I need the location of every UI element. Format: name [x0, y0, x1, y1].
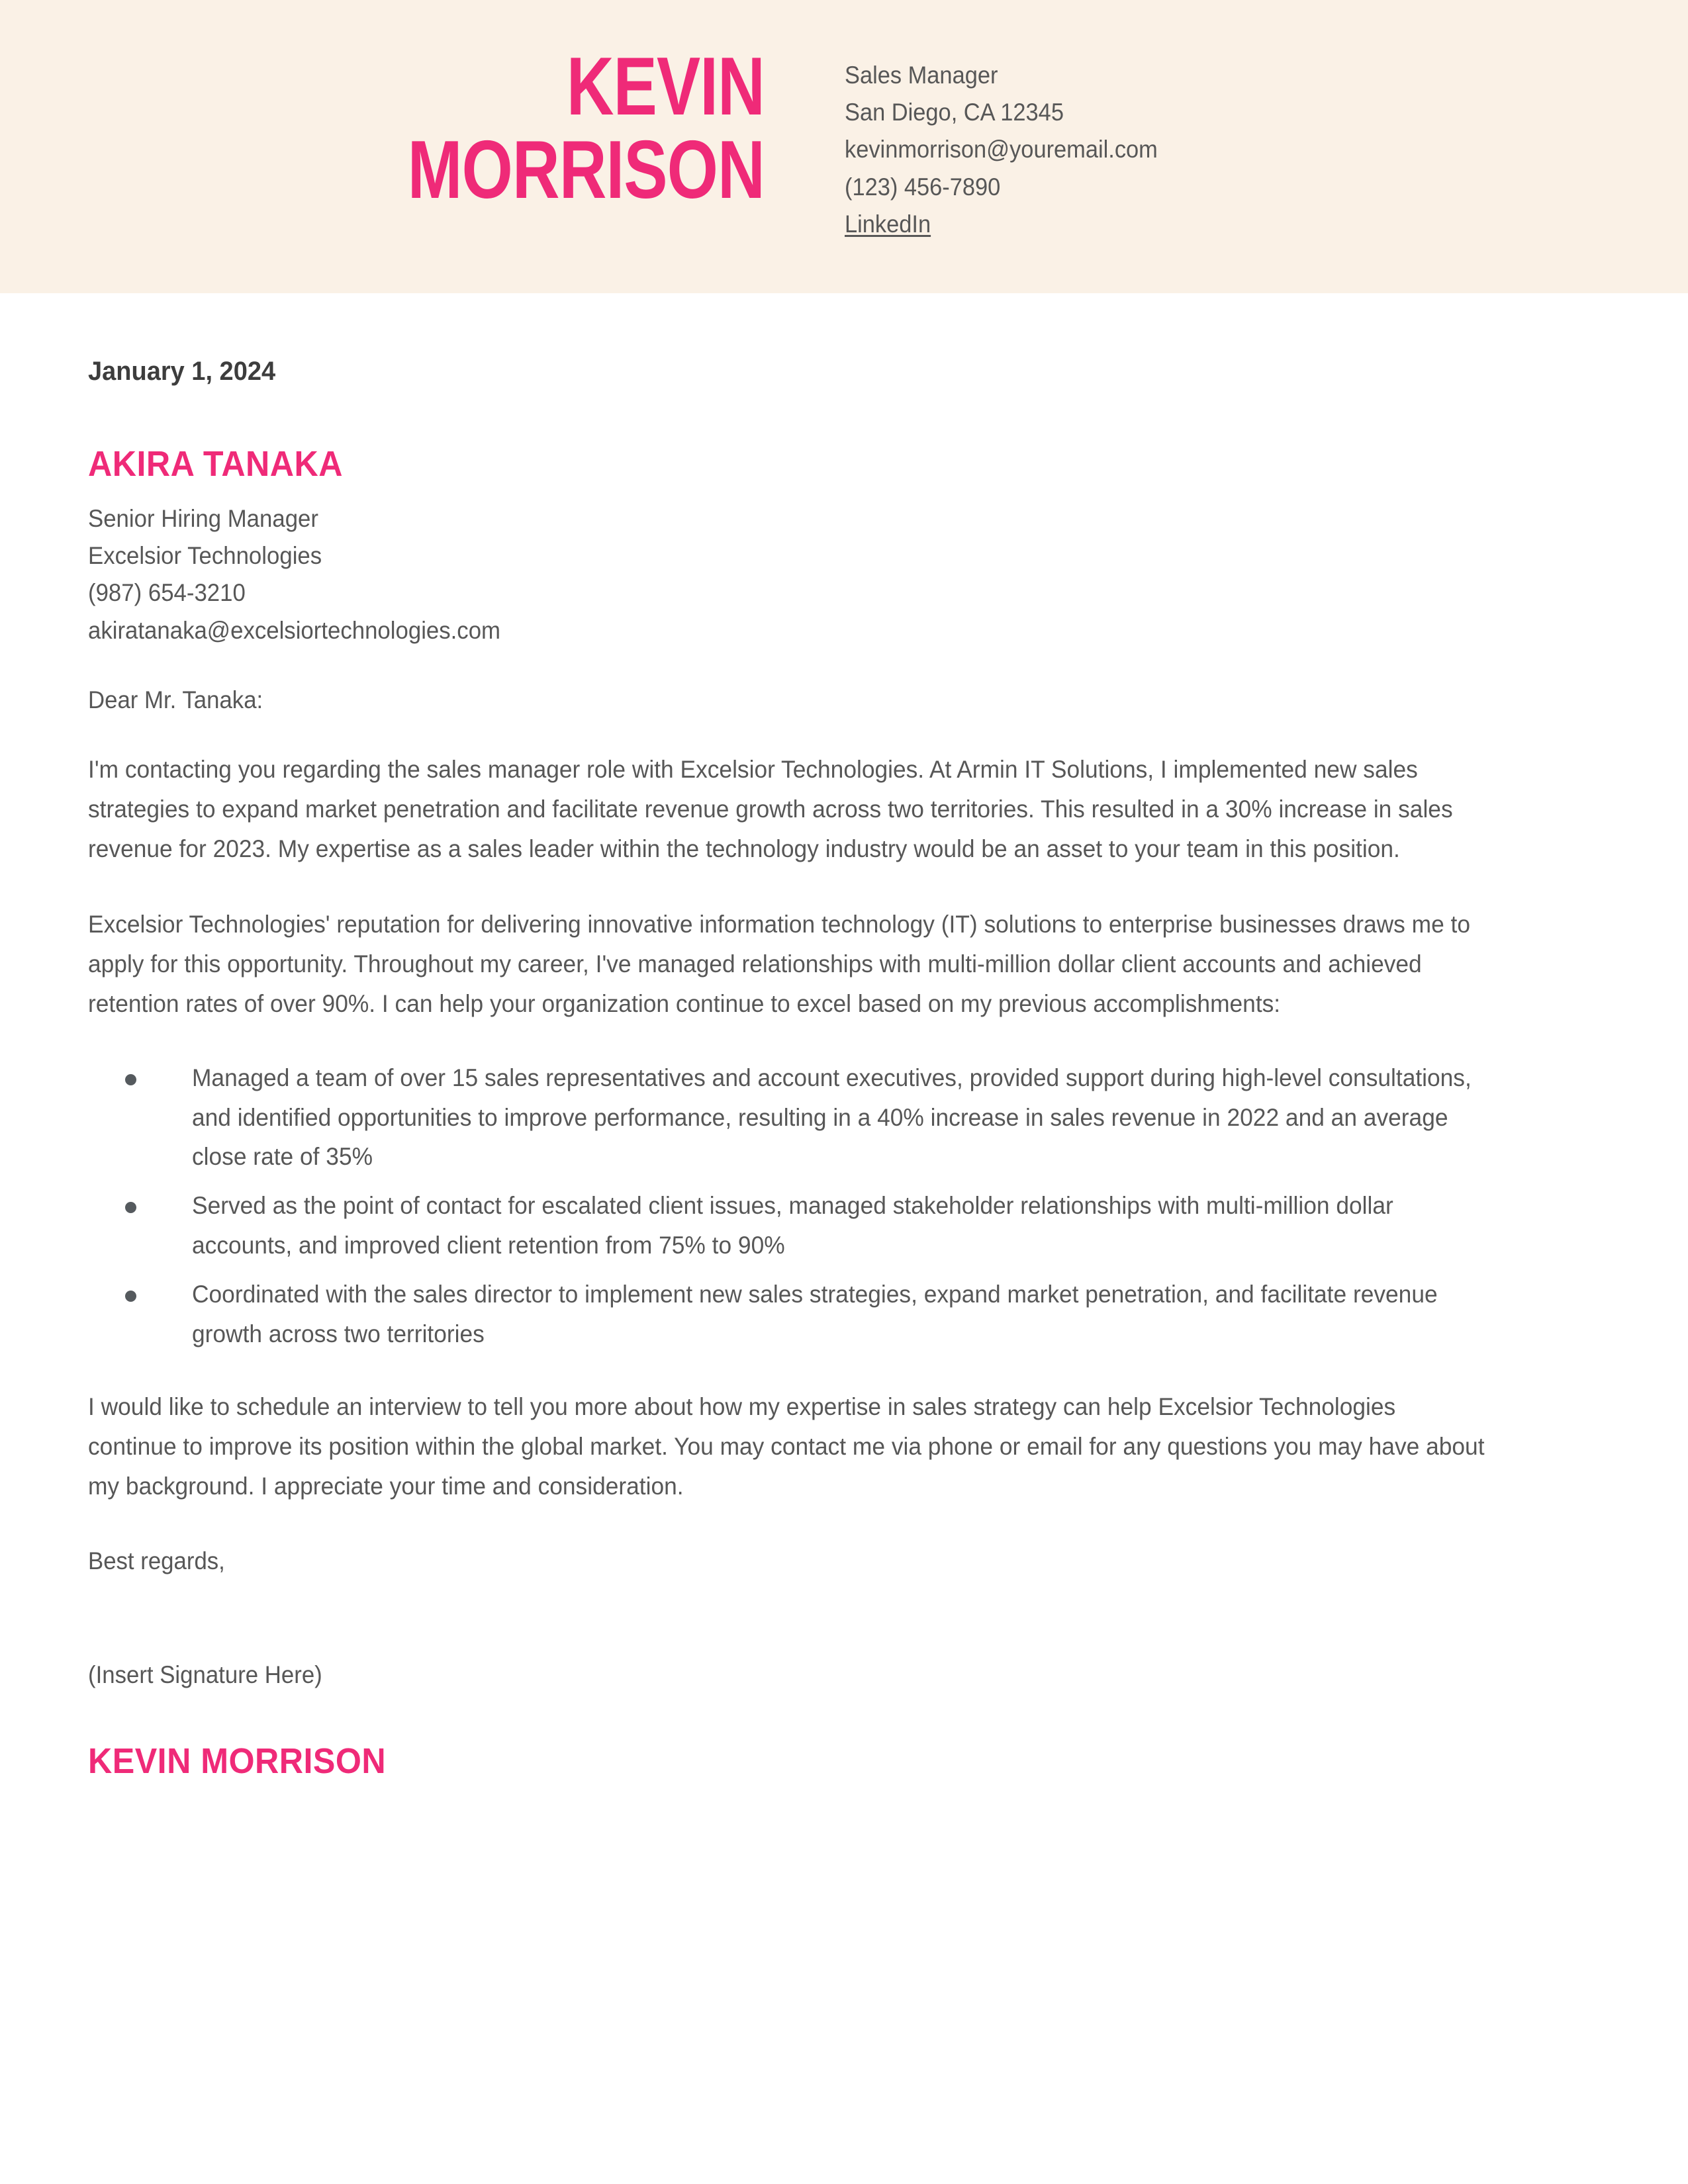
list-item: [88, 1058, 1551, 1177]
signature-name: KEVIN MORRISON: [88, 1741, 387, 1781]
signature-placeholder: (Insert Signature Here): [88, 1661, 322, 1688]
sender-first-name: KEVIN: [566, 41, 765, 132]
recipient-name: AKIRA TANAKA: [88, 444, 343, 484]
bullet-dot-icon: [125, 1074, 136, 1085]
bullet-dot-icon: [125, 1202, 136, 1213]
sender-location: San Diego, CA 12345: [845, 99, 1064, 126]
recipient-email[interactable]: akiratanaka@excelsiortechnologies.com: [88, 616, 501, 644]
body-paragraph-2: Excelsior Technologies' reputation for delivering innovative information technology (IT) solutions to enterprise businesses draws me to apply for this opportunity. Throughout my career, I've managed relationships with multi-million dollar client accounts and achieved retention rates of over 90%. I can help your organization continue to excel based on my previous accomplishments:: [88, 910, 1471, 1017]
letter-date: January 1, 2024: [88, 357, 276, 386]
body-paragraph-1: I'm contacting you regarding the sales manager role with Excelsior Technologies. At Armin IT Solutions, I implemented new sales strategies to expand market penetration and facilitate revenue growth across two territories. This resulted in a 30% increase in sales revenue for 2023. My expertise as a sales leader within the technology industry would be an asset to your team in this position.: [88, 755, 1453, 862]
recipient-phone: (987) 654-3210: [88, 579, 246, 607]
bullet-dot-icon: [125, 1291, 136, 1302]
list-item-text: Coordinated with the sales director to implement new sales strategies, expand market penetration, and facilitate revenue growth across two territories: [192, 1281, 1438, 1348]
list-item-text: Managed a team of over 15 sales representatives and account executives, provided support during high-level consultations, and identified opportunities to improve performance, resulting in a 40% increase in sales revenue in 2022 and an average close rate of 35%: [192, 1064, 1472, 1171]
header-inner: [0, 0, 1688, 293]
sender-last-name: MORRISON: [407, 124, 765, 216]
recipient-company: Excelsior Technologies: [88, 542, 322, 570]
list-item: [88, 1275, 1551, 1354]
letter-body: [0, 357, 1688, 1782]
list-item-text: Served as the point of contact for escalated client issues, managed stakeholder relationships with multi-million dollar accounts, and improved client retention from 75% to 90%: [192, 1192, 1393, 1259]
sender-job-title: Sales Manager: [845, 62, 998, 89]
letterhead-header: [0, 0, 1688, 293]
sender-email[interactable]: kevinmorrison@youremail.com: [845, 136, 1158, 163]
recipient-title: Senior Hiring Manager: [88, 505, 318, 532]
list-item: [88, 1186, 1551, 1265]
signoff: Best regards,: [88, 1547, 225, 1574]
sender-phone: (123) 456-7890: [845, 173, 1001, 201]
sender-name-block: [0, 0, 765, 216]
accomplishments-list: [88, 1058, 1551, 1355]
recipient-details: [88, 500, 1602, 649]
salutation: Dear Mr. Tanaka:: [88, 686, 263, 713]
body-paragraph-3: I would like to schedule an interview to tell you more about how my expertise in sales strategy can help Excelsior Technologies continue to improve its position within the global market. You may contact me via phone or email for any questions you may have about my background. I appreciate your time and consideration.: [88, 1393, 1485, 1500]
linkedin-link[interactable]: LinkedIn: [845, 210, 931, 238]
sender-contact-block: [765, 0, 1181, 243]
